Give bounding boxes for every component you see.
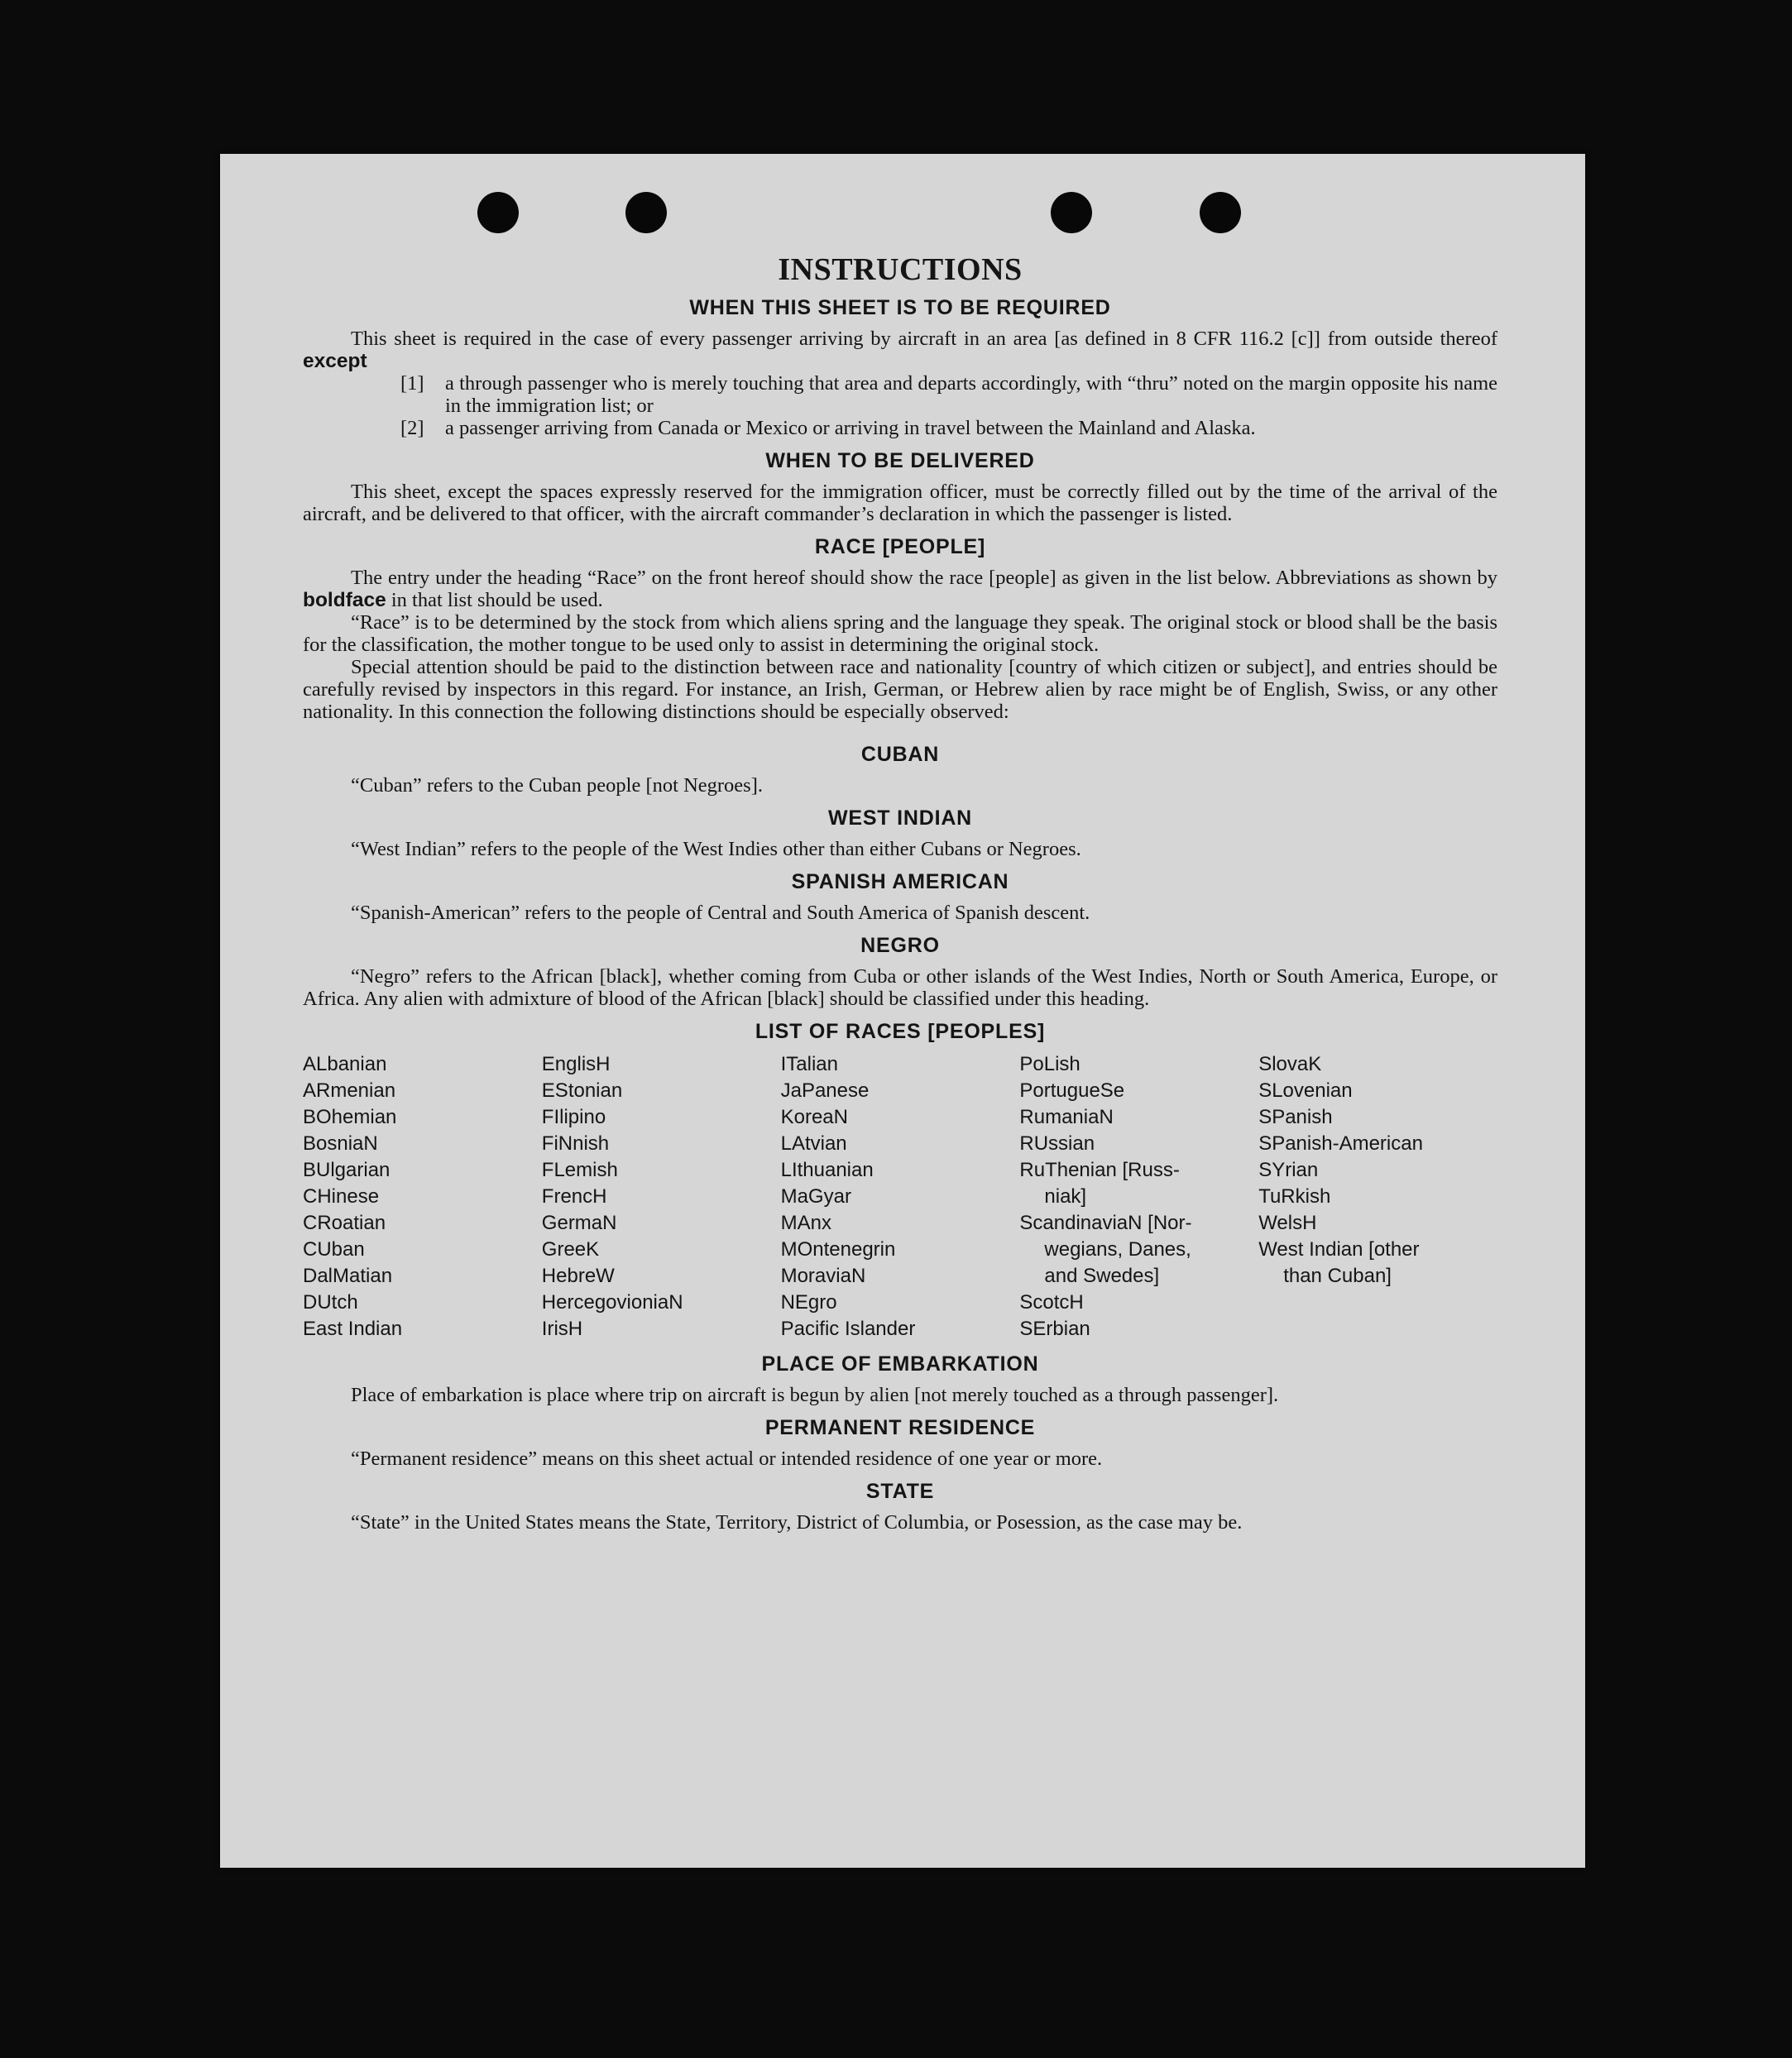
heading-state: STATE	[865, 1480, 935, 1503]
race-entry: MaGyar	[780, 1185, 851, 1208]
race-entry: West Indian [other	[1258, 1238, 1420, 1261]
race-entry: PortugueSe	[1019, 1079, 1125, 1102]
race-entry: and Swedes]	[1044, 1265, 1160, 1287]
race-entry: MoraviaN	[780, 1265, 866, 1287]
race-entry: SLovenian	[1258, 1079, 1353, 1102]
exception-item	[400, 372, 1497, 417]
page-title: INSTRUCTIONS	[778, 252, 1023, 287]
race-entry: CHinese	[303, 1185, 380, 1208]
punch-hole	[477, 192, 519, 233]
race-entry: BUlgarian	[303, 1159, 391, 1181]
race-entry: SPanish	[1258, 1106, 1333, 1128]
races-column	[781, 1051, 1020, 1342]
exception-item	[400, 417, 1497, 439]
race-entry: BosniaN	[303, 1132, 378, 1155]
heading-spanish-american: SPANISH AMERICAN	[791, 870, 1009, 893]
race-entry: EStonian	[541, 1079, 623, 1102]
punch-hole	[1200, 192, 1241, 233]
race-entry: LAtvian	[780, 1132, 847, 1155]
heading-when-required: WHEN THIS SHEET IS TO BE REQUIRED	[689, 296, 1111, 319]
race-entry: GreeK	[541, 1238, 600, 1261]
race-entry: IrisH	[541, 1318, 583, 1340]
race-entry: PoLish	[1019, 1053, 1080, 1075]
paragraph-race-2: “Race” is to be determined by the stock from which aliens spring and the language they speak. The original stock or blood shall be the basis for the classification, the mother tongue to be used only to assist in determining the original stock.	[303, 611, 1497, 656]
paragraph-negro: “Negro” refers to the African [black], whether coming from Cuba or other islands of the West Indies, North or South America, Europe, or Africa. Any alien with admixture of blood of the African [black] should be classified under this heading.	[303, 965, 1497, 1010]
race-entry: HebreW	[541, 1265, 615, 1287]
paragraph-embarkation: Place of embarkation is place where trip on aircraft is begun by alien [not merely touched as a through passenger].	[351, 1384, 1279, 1406]
paragraph-race-1	[303, 567, 1497, 611]
heading-west-indian: WEST INDIAN	[827, 806, 973, 830]
race-entry: BOhemian	[303, 1106, 397, 1128]
heading-when-delivered: WHEN TO BE DELIVERED	[765, 449, 1035, 472]
heading-race: RACE [PEOPLE]	[814, 535, 986, 558]
race-entry: SlovaK	[1258, 1053, 1322, 1075]
paragraph-when-delivered: This sheet, except the spaces expressly reserved for the immigration officer, must be correctly filled out by the time of the arrival of the aircraft, and be delivered to that officer, with the aircraft commander’s declaration in which the passenger is listed.	[303, 481, 1497, 525]
race-entry: than Cuban]	[1283, 1265, 1392, 1287]
paragraph-when-required	[303, 328, 1497, 372]
except-word: except	[303, 350, 367, 372]
races-column	[1019, 1051, 1258, 1342]
heading-cuban: CUBAN	[860, 743, 940, 766]
race-entry: JaPanese	[780, 1079, 870, 1102]
races-column	[1258, 1051, 1497, 1342]
exception-text: a through passenger who is merely touching that area and departs accordingly, with “thru” noted on the margin opposite his name in the immigration list; or	[445, 372, 1497, 417]
exception-number: [2]	[400, 417, 424, 439]
races-table	[303, 1051, 1497, 1342]
race-entry: CUban	[303, 1238, 365, 1261]
paragraph-cuban: “Cuban” refers to the Cuban people [not Negroes].	[351, 774, 763, 797]
race-entry: RumaniaN	[1019, 1106, 1114, 1128]
paragraph-spanish-american: “Spanish-American” refers to the people of Central and South America of Spanish descent.	[351, 902, 1090, 924]
race-entry: DalMatian	[303, 1265, 393, 1287]
race-entry: MOntenegrin	[780, 1238, 896, 1261]
race-entry: RUssian	[1019, 1132, 1095, 1155]
exceptions-list	[303, 372, 1497, 439]
race-entry: niak]	[1044, 1185, 1087, 1208]
paragraph-residence: “Permanent residence” means on this sheet actual or intended residence of one year or more.	[351, 1448, 1103, 1470]
races-column	[303, 1051, 542, 1342]
boldface-word: boldface	[303, 589, 386, 611]
race-entry: EnglisH	[541, 1053, 611, 1075]
heading-list-of-races: LIST OF RACES [PEOPLES]	[755, 1020, 1046, 1043]
race-entry: wegians, Danes,	[1044, 1238, 1191, 1261]
race-entry: Pacific Islander	[780, 1318, 916, 1340]
race-entry: ScandinaviaN [Nor-	[1019, 1212, 1192, 1234]
when-required-intro: This sheet is required in the case of every passenger arriving by aircraft in an area [as defined in 8 CFR 116.2 [c]] from outside thereof	[351, 328, 1497, 350]
exception-text: a passenger arriving from Canada or Mexico or arriving in travel between the Mainland and Alaska.	[445, 417, 1256, 439]
paragraph-west-indian: “West Indian” refers to the people of the West Indies other than either Cubans or Negroes.	[351, 838, 1081, 860]
race-entry: ALbanian	[303, 1053, 387, 1075]
race-entry: FrencH	[541, 1185, 607, 1208]
race-entry: FIlipino	[541, 1106, 606, 1128]
race-entry: TuRkish	[1258, 1185, 1331, 1208]
race-entry: FLemish	[541, 1159, 618, 1181]
instruction-sheet	[220, 154, 1585, 1868]
sheet-content	[303, 253, 1497, 1534]
heading-embarkation: PLACE OF EMBARKATION	[761, 1352, 1039, 1376]
race-entry: SPanish-American	[1258, 1132, 1423, 1155]
paragraph-state: “State” in the United States means the State, Territory, District of Columbia, or Posession, as the case may be.	[351, 1511, 1243, 1534]
race-entry: ITalian	[780, 1053, 838, 1075]
exception-number: [1]	[400, 372, 424, 395]
race-entry: SErbian	[1019, 1318, 1090, 1340]
race-entry: RuThenian [Russ-	[1019, 1159, 1180, 1181]
race-entry: MAnx	[780, 1212, 831, 1234]
paragraph-race-3: Special attention should be paid to the distinction between race and nationality [country of which citizen or subject], and entries should be carefully revised by inspectors in this regard. For instance, an Irish, German, or Hebrew alien by race might be of English, Swiss, or any other nationality. In this connection the following distinctions should be especially observed:	[303, 656, 1497, 723]
race-entry: LIthuanian	[780, 1159, 874, 1181]
race-entry: HercegovioniaN	[541, 1291, 683, 1314]
race-entry: FiNnish	[541, 1132, 610, 1155]
race-entry: NEgro	[780, 1291, 837, 1314]
race-entry: ARmenian	[303, 1079, 396, 1102]
race-entry: DUtch	[303, 1291, 358, 1314]
race-p1-before: The entry under the heading “Race” on the front hereof should show the race [people] as given in the list below. Abbreviations as shown by	[351, 567, 1497, 589]
heading-negro: NEGRO	[860, 934, 940, 957]
punch-hole	[1051, 192, 1092, 233]
race-entry: GermaN	[541, 1212, 617, 1234]
race-entry: ScotcH	[1019, 1291, 1084, 1314]
race-entry: East Indian	[303, 1318, 403, 1340]
race-entry: WelsH	[1258, 1212, 1317, 1234]
races-column	[542, 1051, 781, 1342]
race-entry: SYrian	[1258, 1159, 1319, 1181]
race-entry: CRoatian	[303, 1212, 386, 1234]
race-p1-after: in that list should be used.	[391, 589, 603, 611]
heading-residence: PERMANENT RESIDENCE	[764, 1416, 1036, 1439]
punch-hole	[625, 192, 667, 233]
race-entry: KoreaN	[780, 1106, 848, 1128]
